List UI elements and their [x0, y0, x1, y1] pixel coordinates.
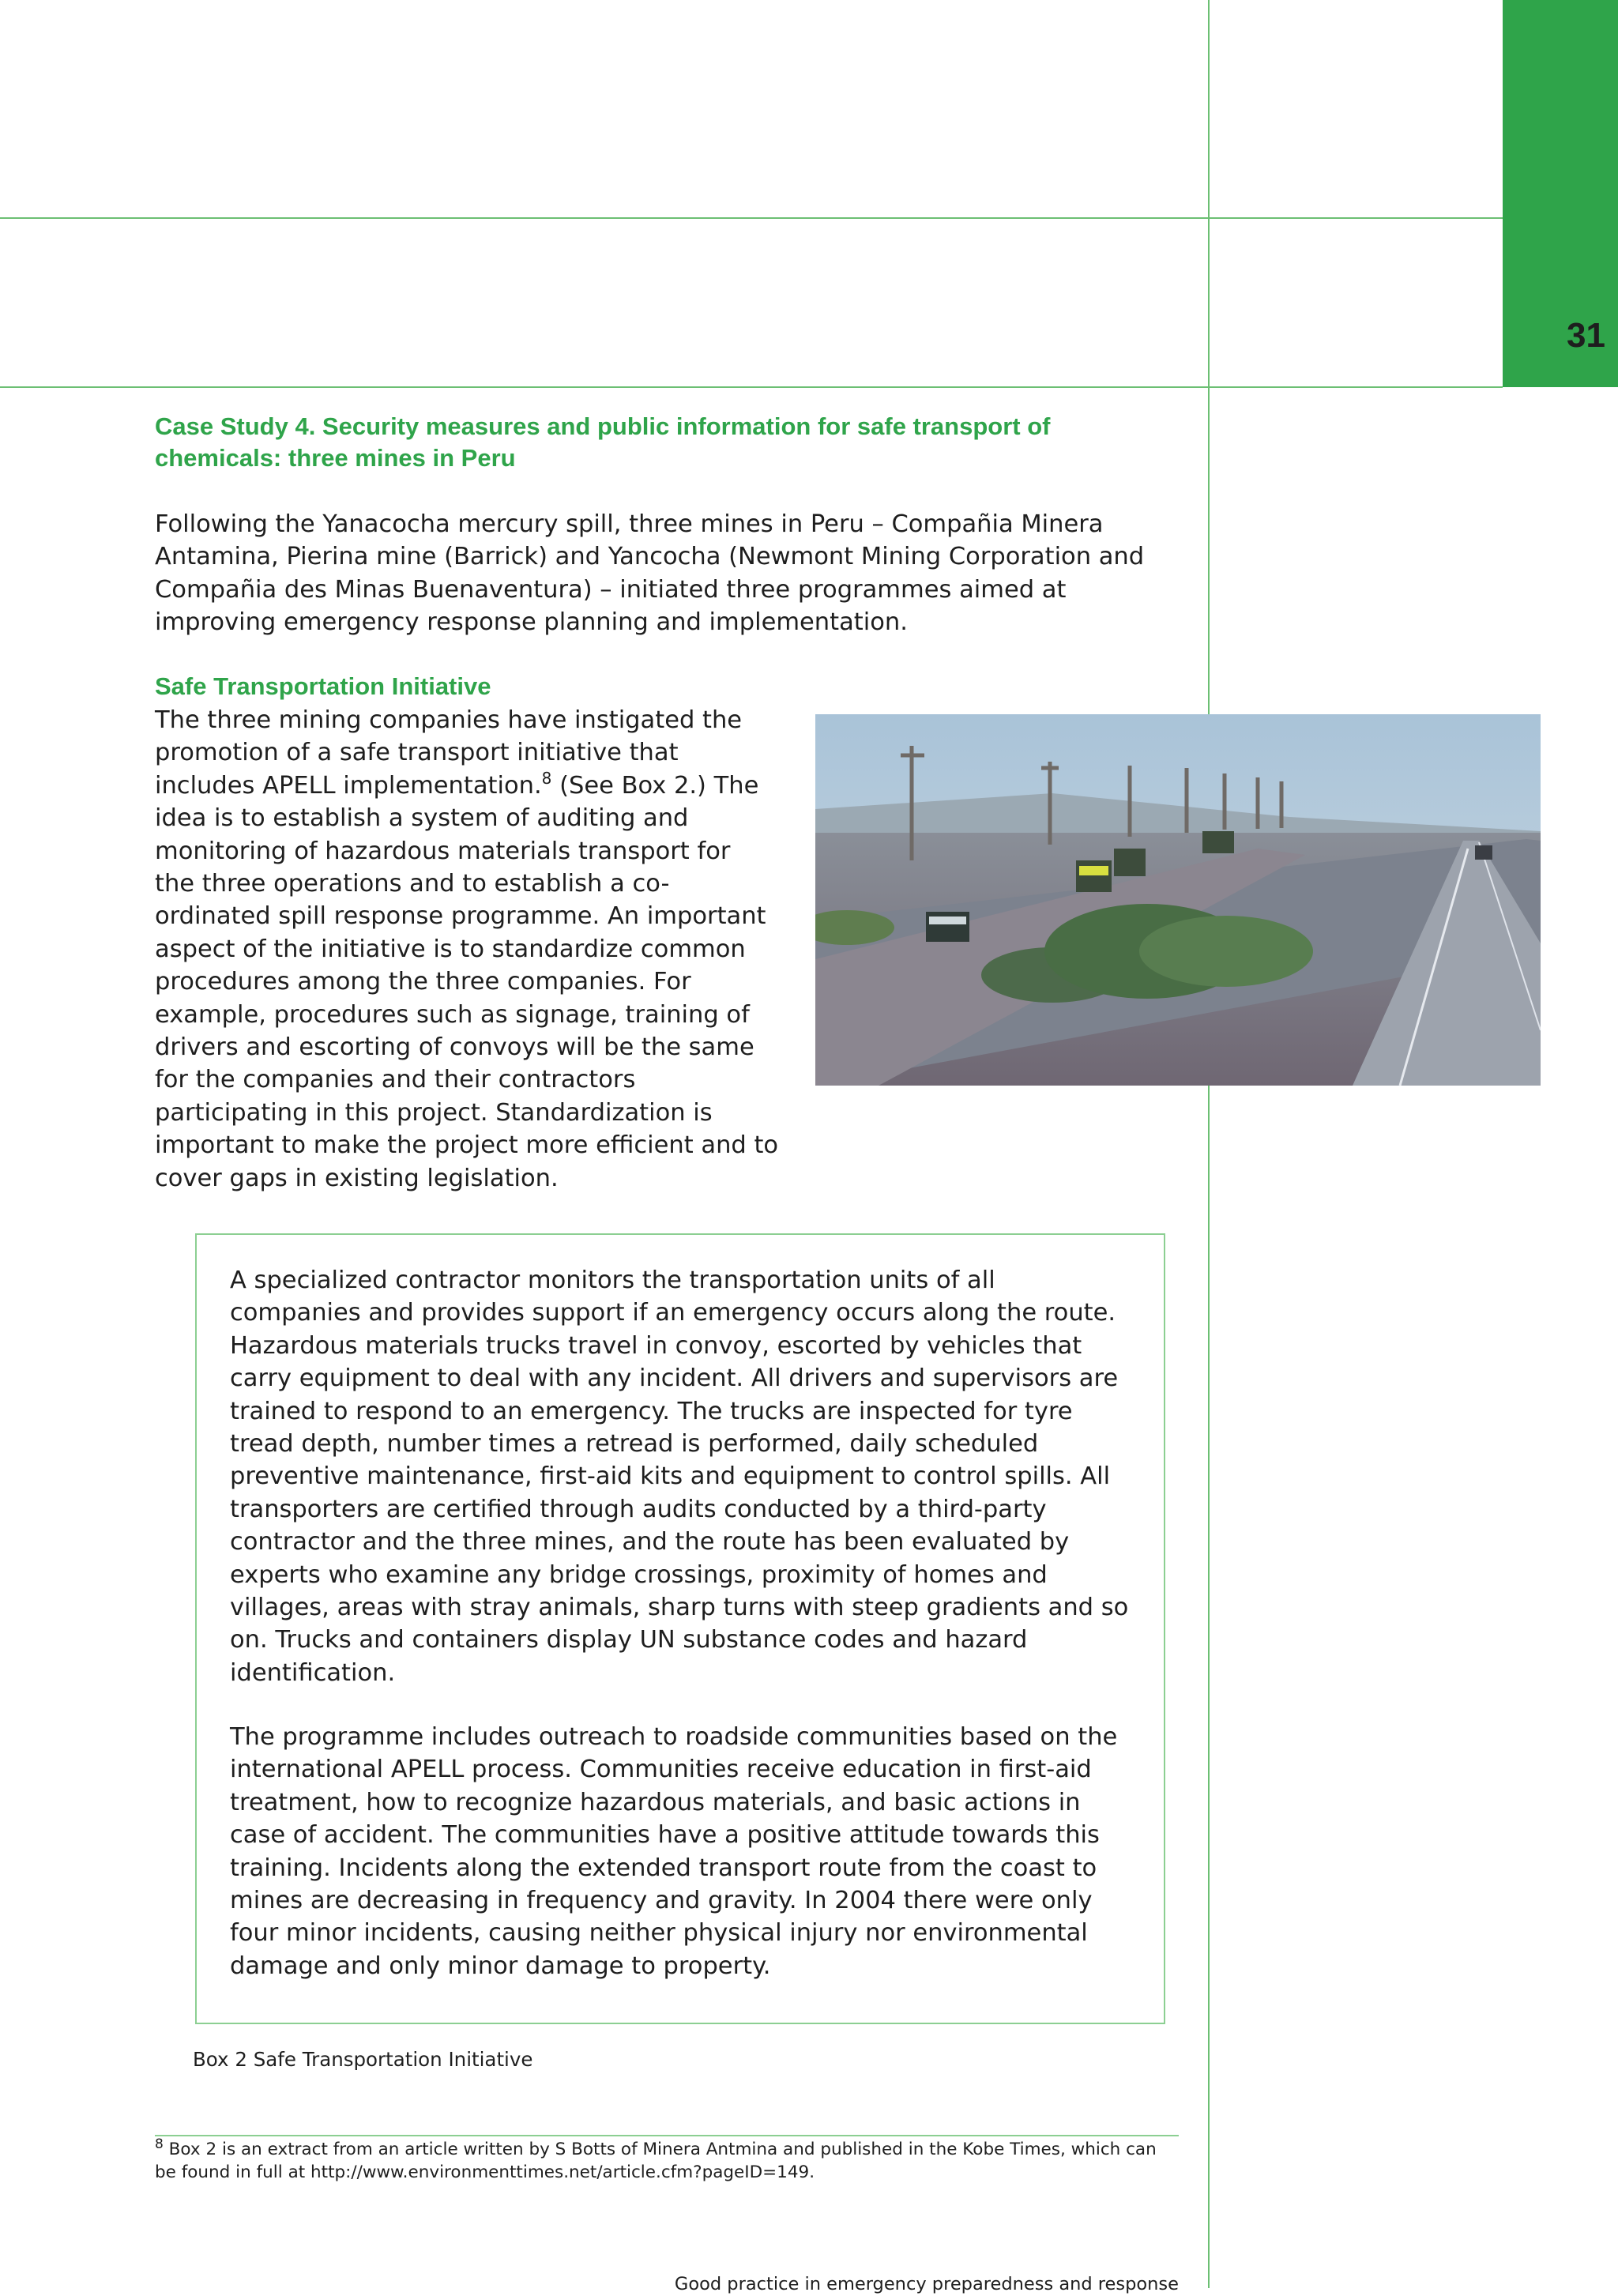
intro-paragraph: Following the Yanacocha mercury spill, three mines in Peru – Compañia Minera Antamina, Pierina mine (Barrick) and Yancocha (Newmont Mining Corporation and Compañia des Minas Buenaventura) – initiated three programmes aimed at improving emergency response planning and implementation.	[155, 510, 1145, 637]
footnote: $^8$ Box 2 is an extract from an article written by S Botts of Minera Antmina and published in the Kobe Times, which can be found in full at http://www.environmenttimes.net/article.cfm?pageID=149.	[155, 2138, 1182, 2184]
apell-line: includes APELL implementation.$^8$ (See Box 2.) The	[155, 768, 759, 800]
convoy-photo	[815, 714, 1541, 1086]
footnote-url-line[interactable]: be found in full at http://www.environmenttimes.net/article.cfm?pageID=149.	[155, 2162, 815, 2182]
footnote-rule	[155, 2135, 1179, 2136]
case-study-title: Case Study 4. Security measures and public information for safe transport of chemicals: three mines in Peru	[155, 412, 1051, 472]
safe-transport-paragraph: The three mining companies have instigated the promotion of a safe transport initiative that includes APELL implementation.$^8$ (See Box 2.) The idea is to establish a system of auditing and monitoring of hazardous materials transport for the three operations and to establish a co- ordinated spill response programme. An important aspect of the initiative is to standardize common procedures among the three companies. For example, procedures such as signage, training of drivers and escorting of convoys will be the same for the companies and their contractors participating in this project. Standardization is important to make the project more efficient and to cover gaps in existing legislation.	[155, 704, 834, 1195]
box-paragraph-1: A specialized contractor monitors the transportation units of all companies and provides support if an emergency occurs along the route. Hazardous materials trucks travel in convoy, escorted by vehicles that carry equipment to deal with any incident. All drivers and supervisors are trained to respond to an emergency. The trucks are inspected for tyre tread depth, number times a retread is performed, daily scheduled preventive maintenance, first-aid kits and equipment to control spills. All transporters are certified through audits conducted by a third-party contractor and the three mines, and the route has been evaluated by experts who examine any bridge crossings, proximity of homes and villages, areas with stray animals, sharp turns with steep gradients and so on. Trucks and containers display UN substance codes and hazard identification.	[230, 1267, 1129, 1687]
page-number: 31	[1567, 316, 1605, 355]
running-footer: Good practice in emergency preparedness and response	[674, 2274, 1179, 2294]
box-caption: Box 2 Safe Transportation Initiative	[193, 2048, 533, 2071]
vertical-rule	[1208, 0, 1210, 2288]
header-rule	[0, 386, 1503, 388]
top-rule	[0, 217, 1503, 219]
footnote-ref[interactable]: 8	[541, 768, 552, 788]
section-heading: Safe Transportation Initiative	[155, 672, 491, 700]
box-2	[195, 1233, 1165, 2024]
box-paragraph-2: The programme includes outreach to roadside communities based on the international APELL process. Communities receive education in first-aid treatment, how to recognize hazardous materials, and basic actions in case of accident. The communities have a positive attitude towards this training. Incidents along the extended transport route from the coast to mines are decreasing in frequency and gravity. In 2004 there were only four minor incidents, causing neither physical injury nor environmental damage and only minor damage to property.	[230, 1723, 1118, 1980]
footnote-number: 8	[155, 2136, 164, 2152]
